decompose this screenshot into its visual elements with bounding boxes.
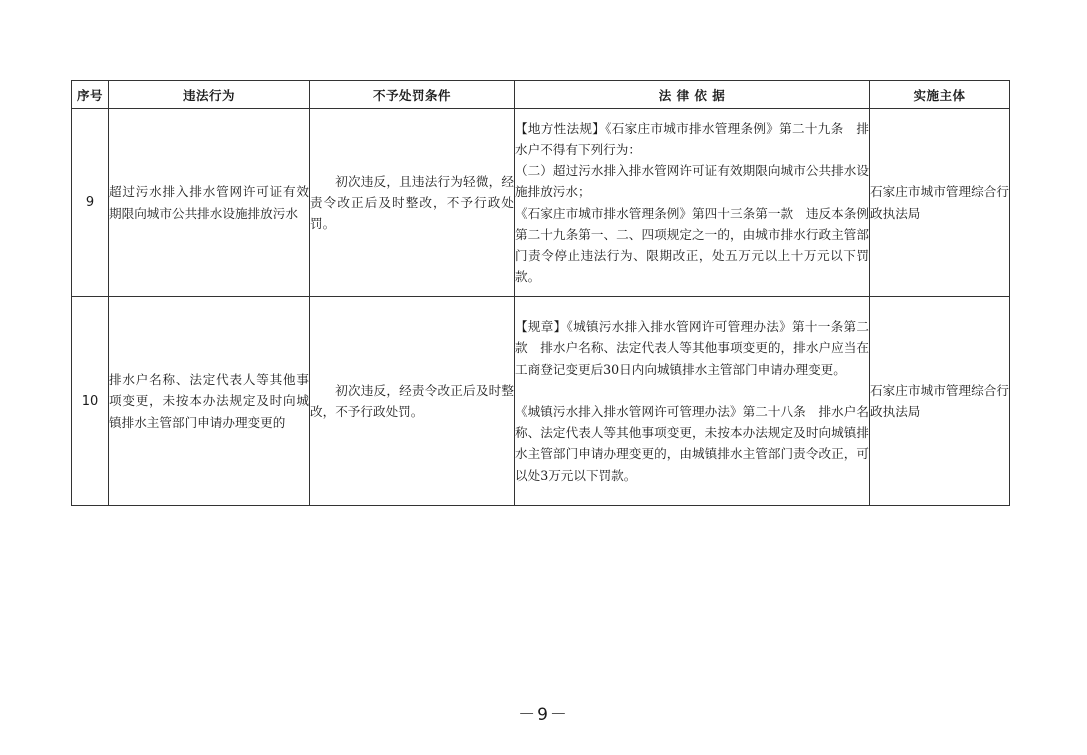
row-seq: 9 <box>72 109 109 297</box>
legal-basis-paragraph: 《城镇污水排入排水管网许可管理办法》第二十八条 排水户名称、法定代表人等其他事项变更，未按本办法规定及时向城镇排水主管部门申请办理变更的，由城镇排水主管部门责令改正，可以处3万元以下罚款。 <box>515 403 869 483</box>
row-seq: 10 <box>72 297 109 506</box>
table-row <box>72 297 1010 506</box>
table-header-row <box>72 81 1010 109</box>
legal-basis-paragraph: 【规章】《城镇污水排入排水管网许可管理办法》第十一条第二款 排水户名称、法定代表人等其他事项变更的，排水户应当在工商登记变更后30日内向城镇排水主管部门申请办理变更。 <box>515 319 869 377</box>
row-legal-basis <box>515 297 870 506</box>
legal-basis-paragraph: 【地方性法规】《石家庄市城市排水管理条例》第二十九条 排水户不得有下列行为： <box>515 120 869 157</box>
penalty-exemption-table <box>71 80 1010 506</box>
header-violation: 违法行为 <box>109 81 310 109</box>
legal-basis-paragraph: （二）超过污水排入排水管网许可证有效期限向城市公共排水设施排放污水； <box>515 163 869 200</box>
header-no-penalty-conditions: 不予处罚条件 <box>310 81 515 109</box>
legal-basis-paragraph: 《石家庄市城市排水管理条例》第四十三条第一款 违反本条例第二十九条第一、二、四项规定之一的，由城市排水行政主管部门责令停止违法行为、限期改正，处五万元以上十万元以下罚款。 <box>515 205 869 285</box>
page-number: －9－ <box>518 705 569 725</box>
row-no-penalty-conditions: 初次违反，经责令改正后及时整改，不予行政处罚。 <box>310 297 515 506</box>
header-legal-basis: 法 律 依 据 <box>515 81 870 109</box>
row-legal-basis <box>515 109 870 297</box>
row-violation: 超过污水排入排水管网许可证有效期限向城市公共排水设施排放污水 <box>109 109 310 297</box>
row-authority: 石家庄市城市管理综合行政执法局 <box>870 109 1010 297</box>
row-authority: 石家庄市城市管理综合行政执法局 <box>870 297 1010 506</box>
row-no-penalty-conditions: 初次违反，且违法行为轻微，经责令改正后及时整改，不予行政处罚。 <box>310 109 515 297</box>
header-authority: 实施主体 <box>870 81 1010 109</box>
table-row <box>72 109 1010 297</box>
header-seq: 序号 <box>72 81 109 109</box>
row-violation: 排水户名称、法定代表人等其他事项变更，未按本办法规定及时向城镇排水主管部门申请办理变更的 <box>109 297 310 506</box>
